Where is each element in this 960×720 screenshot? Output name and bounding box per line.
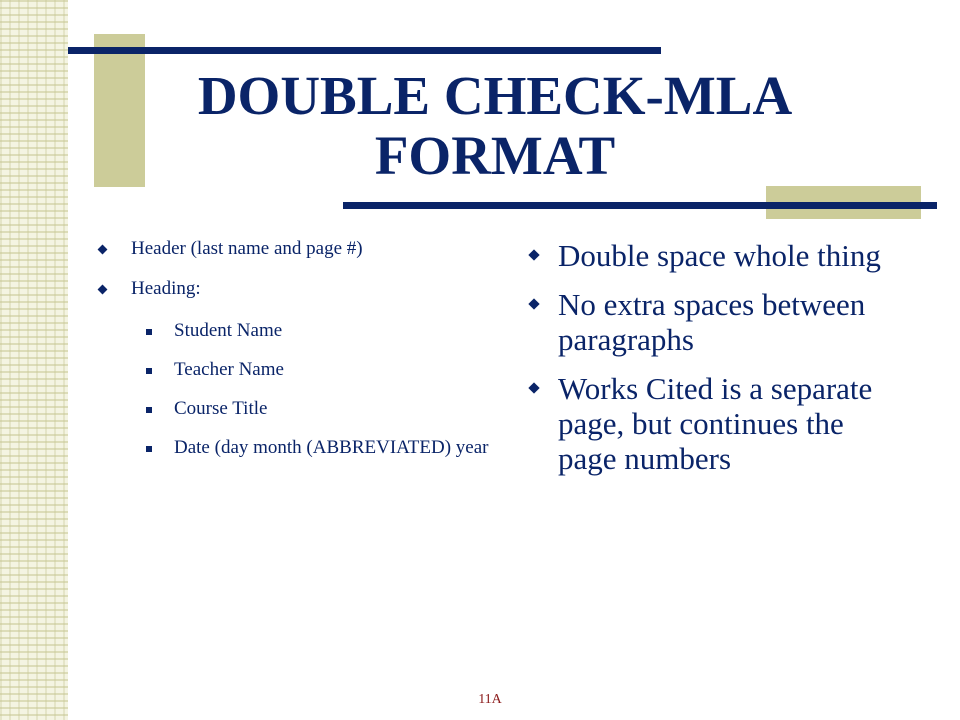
right-bullet-list: [525, 238, 905, 476]
list-item: [525, 371, 905, 476]
diamond-bullet-icon: [528, 249, 539, 260]
diamond-bullet-icon: [528, 298, 539, 309]
list-item-label: No extra spaces between paragraphs: [558, 287, 866, 357]
sub-list-item: [96, 357, 496, 383]
list-item: [525, 287, 905, 357]
sub-list-item-label: Date (day month (ABBREVIATED) year: [174, 437, 489, 458]
slide-footer: 11A: [478, 692, 502, 707]
heading-sub-list: [96, 318, 496, 461]
right-column: [525, 238, 905, 490]
slide-title: DOUBLE CHECK-MLA FORMAT: [197, 65, 793, 186]
square-bullet-icon: [146, 329, 152, 335]
sub-list-item: [96, 435, 496, 461]
list-item-label: Header (last name and page #): [131, 238, 363, 259]
list-item: [525, 238, 905, 273]
sub-list-item-label: Student Name: [174, 320, 283, 341]
diamond-bullet-icon: [98, 245, 108, 255]
decorative-line-top: [68, 47, 661, 54]
diamond-bullet-icon: [528, 382, 539, 393]
square-bullet-icon: [146, 446, 152, 452]
list-item: [96, 278, 496, 300]
diamond-bullet-icon: [98, 285, 108, 295]
decorative-block-left: [94, 34, 145, 187]
sub-list-item: [96, 318, 496, 344]
square-bullet-icon: [146, 407, 152, 413]
left-bullet-list: [96, 238, 496, 300]
square-bullet-icon: [146, 368, 152, 374]
decorative-line-bottom: [343, 202, 937, 209]
sub-list-item-label: Teacher Name: [174, 359, 284, 380]
left-column: [96, 238, 496, 474]
list-item-label: Heading:: [131, 278, 201, 299]
list-item: [96, 238, 496, 260]
list-item-label: Works Cited is a separate page, but continues the page numbers: [558, 371, 873, 476]
decorative-left-strip: [0, 0, 68, 720]
sub-list-item: [96, 396, 496, 422]
sub-list-item-label: Course Title: [174, 398, 268, 419]
list-item-label: Double space whole thing: [558, 238, 881, 273]
